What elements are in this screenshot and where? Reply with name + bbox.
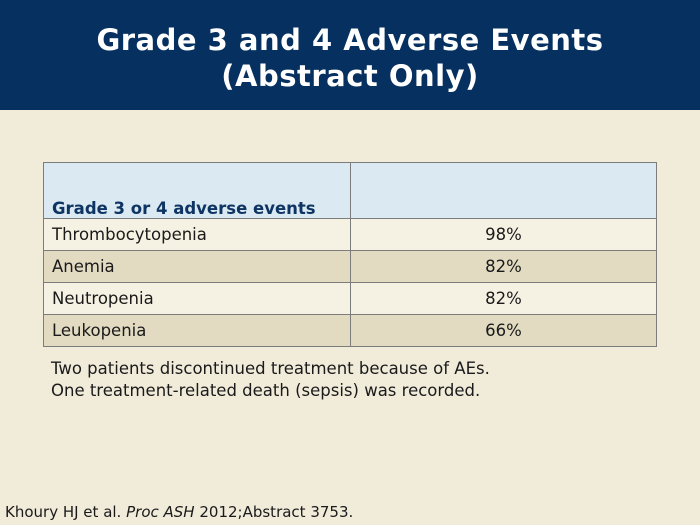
event-value: 98%	[351, 219, 657, 251]
event-name: Thrombocytopenia	[44, 219, 351, 251]
title-bar	[0, 0, 700, 110]
table-header-value	[351, 163, 657, 219]
table-header-row	[44, 163, 657, 219]
slide-title-line-1: Grade 3 and 4 Adverse Events	[96, 23, 604, 57]
note-death: One treatment-related death (sepsis) was recorded.	[51, 381, 481, 400]
adverse-events-table	[43, 162, 657, 347]
event-value: 82%	[351, 251, 657, 283]
event-name: Neutropenia	[44, 283, 351, 315]
table-row	[44, 219, 657, 251]
citation	[5, 503, 353, 521]
event-name: Anemia	[44, 251, 351, 283]
event-value: 66%	[351, 315, 657, 347]
event-name: Leukopenia	[44, 315, 351, 347]
event-value: 82%	[351, 283, 657, 315]
citation-authors: Khoury HJ et al.	[5, 503, 122, 521]
citation-journal: Proc ASH	[126, 503, 195, 521]
note-discontinued: Two patients discontinued treatment because of AEs.	[51, 359, 490, 378]
table-row	[44, 315, 657, 347]
table-header-events: Grade 3 or 4 adverse events	[44, 163, 351, 219]
notes	[51, 358, 490, 402]
slide-title-line-2: (Abstract Only)	[221, 59, 479, 93]
table-row	[44, 283, 657, 315]
table-row	[44, 251, 657, 283]
citation-details: 2012;Abstract 3753.	[199, 503, 354, 521]
